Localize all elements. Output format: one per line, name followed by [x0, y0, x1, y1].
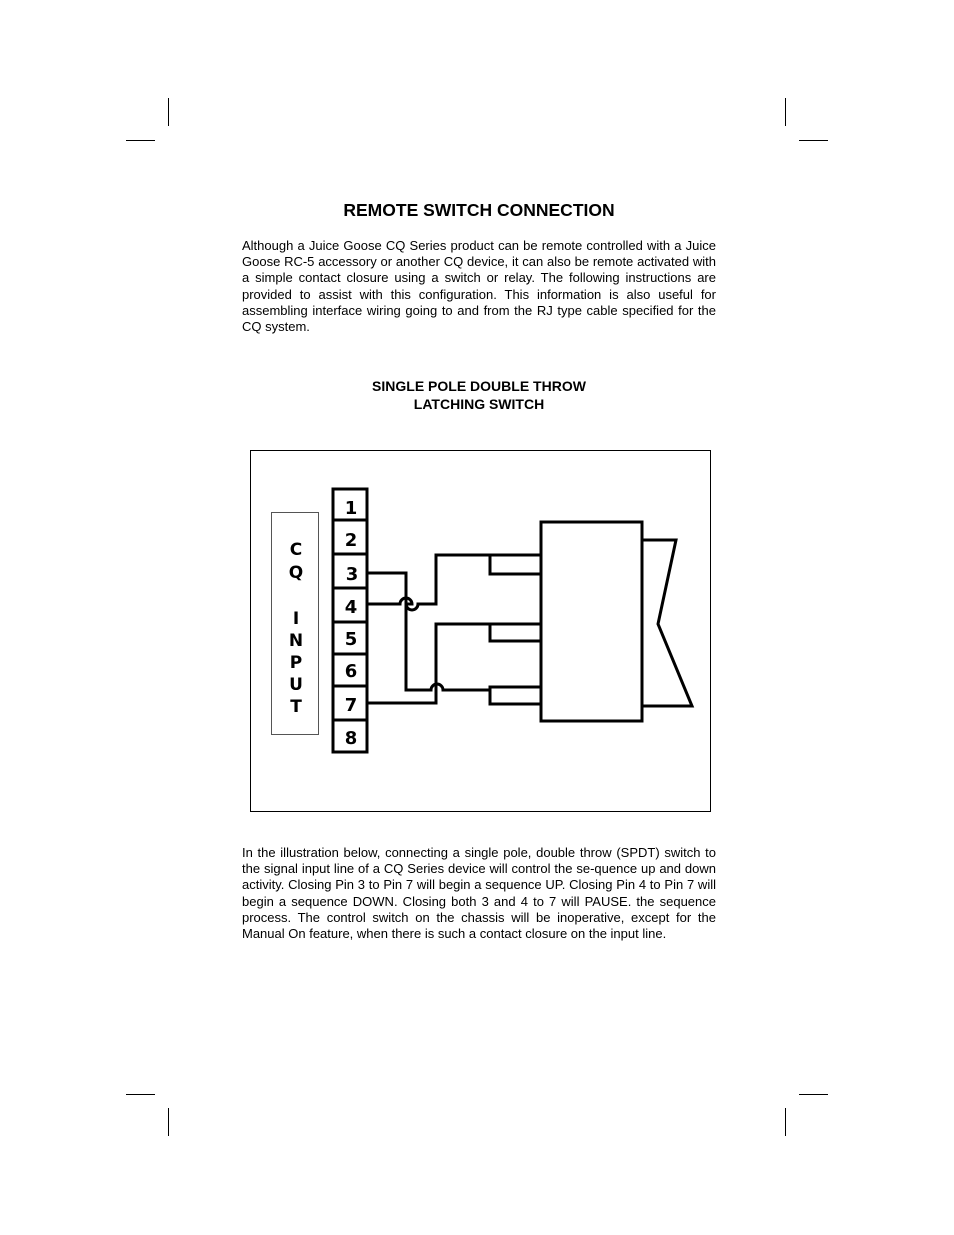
- pin-label-3: 3: [345, 564, 359, 585]
- pin-label-6: 6: [344, 661, 358, 682]
- cq-input-letter: C: [289, 540, 303, 560]
- body-paragraph: In the illustration below, connecting a single pole, double throw (SPDT) switch to the signal input line of a CQ Series device will control the se-quence up and down activity. Closing Pin 3 to Pin 7 will begin a sequence UP. Closing Pin 4 to Pin 7 will begin a sequence DOWN. Closing both 3 and 4 to 7 will PAUSE. the sequence process. The control switch on the chassis will be inoperative, except for the Manual On feature, when there is such a contact closure on the input line.: [242, 845, 716, 942]
- cq-input-letter: U: [289, 675, 303, 695]
- switch-lever: [642, 540, 692, 706]
- diagram-heading-line-1: SINGLE POLE DOUBLE THROW: [372, 378, 586, 394]
- pin-label-8: 8: [344, 728, 358, 749]
- page-title: REMOTE SWITCH CONNECTION: [343, 200, 615, 220]
- switch-terminal-middle: [490, 624, 541, 641]
- switch-terminal-lower: [490, 687, 541, 704]
- pin-label-4: 4: [344, 597, 358, 618]
- pin-label-7: 7: [344, 695, 358, 716]
- pin-label-1: 1: [344, 498, 358, 519]
- pin-label-5: 5: [344, 629, 358, 650]
- cq-input-letter: T: [290, 697, 302, 717]
- switch-body: [541, 522, 642, 721]
- cq-input-letter: P: [289, 653, 303, 673]
- pin-label-2: 2: [344, 530, 358, 551]
- switch-terminal-upper: [490, 555, 541, 574]
- wire-pin-3: [367, 555, 490, 610]
- intro-paragraph: Although a Juice Goose CQ Series product can be remote controlled with a Juice Goose RC-5 accessory or another CQ device, it can also be remote activated with a simple contact closure using a switch or relay. The following instructions are provided to assist with this configuration. This information is also useful for assembling interface wiring going to and from the RJ type cable specified for the CQ system.: [242, 238, 716, 335]
- cq-input-letter: N: [288, 631, 304, 651]
- wire-pin-4: [367, 598, 490, 690]
- cq-input-letter: I: [292, 609, 300, 629]
- cq-input-letter: Q: [288, 563, 304, 583]
- diagram-heading-line-2: LATCHING SWITCH: [413, 396, 545, 412]
